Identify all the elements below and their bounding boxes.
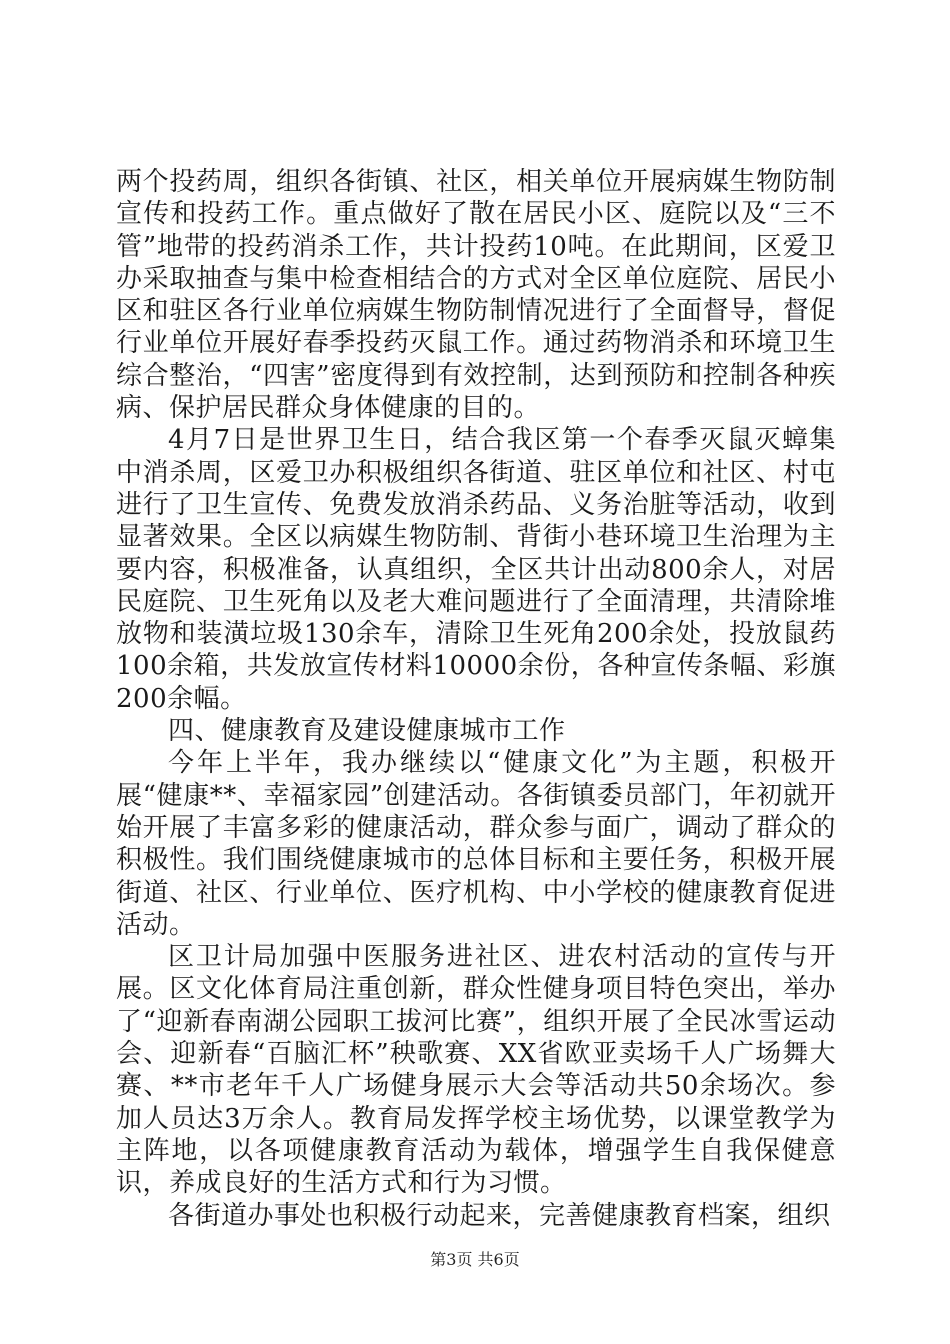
paragraph: 今年上半年，我办继续以“健康文化”为主题，积极开展“健康**、幸福家园”创建活动。各街镇委员部门，年初就开始开展了丰富多彩的健康活动，群众参与面广，调动了群众的积极性。我们围绕健康城市的总体目标和主要任务，积极开展街道、社区、行业单位、医疗机构、中小学校的健康教育促进活动。 xyxy=(116,748,836,940)
paragraph: 4月7日是世界卫生日，结合我区第一个春季灭鼠灭蟑集中消杀周，区爱卫办积极组织各街道、驻区单位和社区、村屯进行了卫生宣传、免费发放消杀药品、义务治脏等活动，收到显著效果。全区以病媒生物防制、背街小巷环境卫生治理为主要内容，积极准备，认真组织，全区共计出动800余人，对居民庭院、卫生死角以及老大难问题进行了全面清理，共清除堆放物和装潢垃圾130余车，清除卫生死角200余处，投放鼠药100余箱，共发放宣传材料10000余份，各种宣传条幅、彩旗200余幅。 xyxy=(116,425,836,714)
page-footer: 第3页 共6页 xyxy=(430,1250,520,1269)
paragraph: 区卫计局加强中医服务进社区、进农村活动的宣传与开展。区文化体育局注重创新，群众性健身项目特色突出，举办了“迎新春南湖公园职工拔河比赛”，组织开展了全民冰雪运动会、迎新春“百脑汇杯”秧歌赛、XX省欧亚卖场千人广场舞大赛、**市老年千人广场健身展示大会等活动共50余场次。参加人员达3万余人。教育局发挥学校主场优势，以课堂教学为主阵地，以各项健康教育活动为载体，增强学生自我保健意识，养成良好的生活方式和行为习惯。 xyxy=(116,942,836,1199)
section-heading: 四、健康教育及建设健康城市工作 xyxy=(168,716,566,747)
paragraph: 各街道办事处也积极行动起来，完善健康教育档案，组织 xyxy=(168,1200,831,1231)
document-body xyxy=(116,166,836,1232)
paragraph: 两个投药周，组织各街镇、社区，相关单位开展病媒生物防制宣传和投药工作。重点做好了散在居民小区、庭院以及“三不管”地带的投药消杀工作，共计投药10吨。在此期间，区爱卫办采取抽查与集中检查相结合的方式对全区单位庭院、居民小区和驻区各行业单位病媒生物防制情况进行了全面督导，督促行业单位开展好春季投药灭鼠工作。通过药物消杀和环境卫生综合整治，“四害”密度得到有效控制，达到预防和控制各种疾病、保护居民群众身体健康的目的。 xyxy=(116,167,836,424)
